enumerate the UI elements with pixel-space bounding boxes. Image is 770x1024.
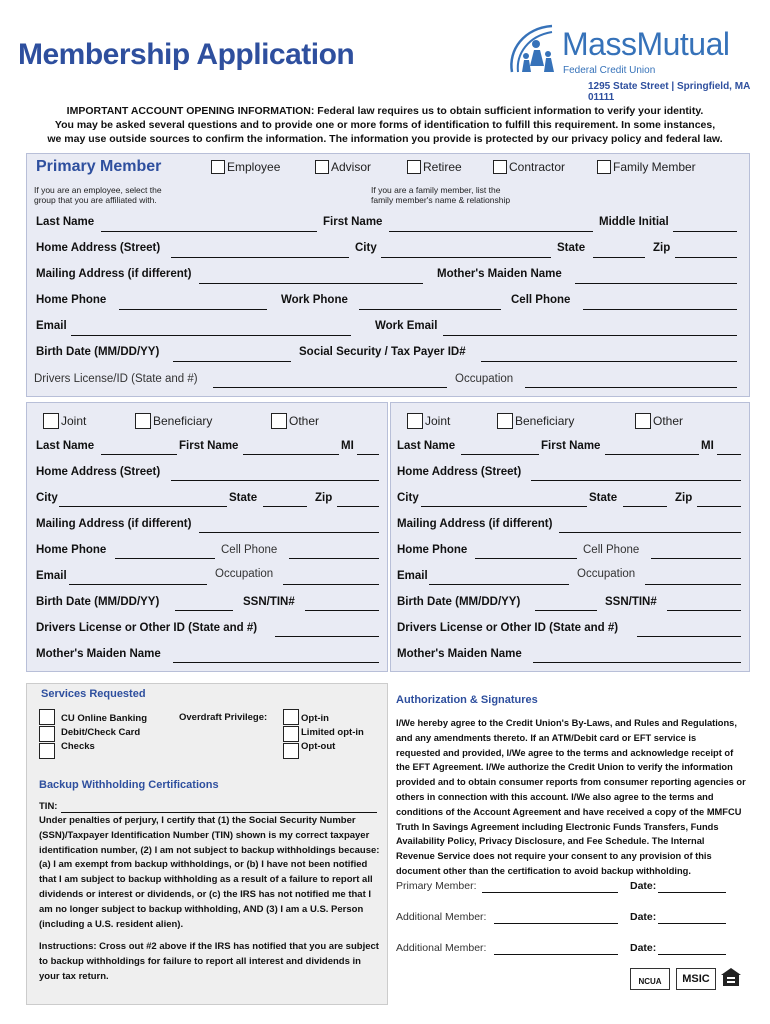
- checkbox[interactable]: [597, 160, 611, 174]
- ssn-field[interactable]: [305, 610, 379, 611]
- opt-out-checkbox[interactable]: [283, 743, 299, 759]
- checks-checkbox[interactable]: [39, 743, 55, 759]
- middle-initial-field[interactable]: [673, 231, 737, 232]
- option-joint[interactable]: Joint: [43, 413, 86, 429]
- overdraft-option: Limited opt-in: [301, 727, 364, 738]
- authorization-text: I/We hereby agree to the Credit Union's By-Laws, and Rules and Regulations, and any amendments thereto. If an ATM/Debit card or EFT service is requested and provided, I/We agree to the terms and acknowledge receipt of the EFT Agreement. I/We authorize the Credit Union to verify the information provided and to obtain consumer reports from consumer reporting agencies or others in connection with this account. I/We also agree to the terms and conditions of the Account Agreement and have received a copy of the MMFCU Truth In Savings Agreement including Electronic Funds Transfers, Funds Availability Policy, Privacy Disclosure, and Fee Schedule. The Internal Revenue Service does not require your consent to any provision of this document other than the certification to avoid backup withholding.: [396, 718, 746, 876]
- services-heading: Services Requested: [41, 688, 146, 700]
- work-phone-field[interactable]: [359, 309, 501, 310]
- msic-badge: MSIC: [676, 968, 716, 990]
- occupation-label: Occupation: [455, 373, 514, 385]
- backup-instructions: Instructions: Cross out #2 above if the IRS has notified that you are subject to backup withholdings for failure to report all interest and dividends in your tax return.: [39, 941, 379, 982]
- option-employee[interactable]: Employee: [211, 160, 280, 174]
- state-label: State: [229, 492, 258, 504]
- city-label: City: [355, 242, 377, 254]
- mi-label: MI: [701, 440, 714, 452]
- cu-online-banking-checkbox[interactable]: [39, 709, 55, 725]
- mi-field[interactable]: [357, 454, 379, 455]
- cell-phone-field[interactable]: [651, 558, 741, 559]
- notice-line: You may be asked several questions and to provide one or more forms of identification to fulfill this requirement. In some instances,: [54, 119, 716, 131]
- checkbox[interactable]: [211, 160, 225, 174]
- state-field[interactable]: [263, 506, 307, 507]
- date-field[interactable]: [658, 923, 726, 924]
- maiden-name-label: Mother's Maiden Name: [36, 648, 161, 660]
- last-name-label: Last Name: [36, 440, 95, 452]
- zip-field[interactable]: [337, 506, 379, 507]
- authorization-heading: Authorization & Signatures: [396, 694, 538, 706]
- city-label: City: [397, 492, 419, 504]
- maiden-name-field[interactable]: [173, 662, 379, 663]
- checkbox[interactable]: [407, 413, 423, 429]
- birth-date-label: Birth Date (MM/DD/YY): [397, 596, 521, 608]
- checkbox[interactable]: [493, 160, 507, 174]
- primary-member-signature-label: Primary Member:: [396, 880, 477, 892]
- home-phone-field[interactable]: [115, 558, 215, 559]
- mailing-address-field[interactable]: [199, 283, 423, 284]
- credit-union-logo-icon: [504, 20, 564, 80]
- ssn-field[interactable]: [481, 361, 737, 362]
- state-label: State: [589, 492, 618, 504]
- occupation-field[interactable]: [525, 387, 737, 388]
- home-address-label: Home Address (Street): [36, 466, 161, 478]
- birth-date-label: Birth Date (MM/DD/YY): [36, 596, 160, 608]
- first-name-field[interactable]: [605, 454, 699, 455]
- state-label: State: [557, 242, 586, 254]
- birth-date-field[interactable]: [175, 610, 233, 611]
- first-name-field[interactable]: [243, 454, 339, 455]
- additional-member-signature-label: Additional Member:: [396, 911, 487, 923]
- backup-withholding-heading: Backup Withholding Certifications: [39, 779, 219, 791]
- additional-member-signature-field[interactable]: [494, 923, 618, 924]
- option-contractor[interactable]: Contractor: [493, 160, 565, 174]
- cell-phone-label: Cell Phone: [583, 544, 640, 556]
- mailing-address-label: Mailing Address (if different): [36, 268, 192, 280]
- zip-field[interactable]: [675, 257, 737, 258]
- birth-date-field[interactable]: [173, 361, 291, 362]
- mailing-address-field[interactable]: [559, 532, 741, 533]
- logo-subtitle: Federal Credit Union: [563, 65, 656, 76]
- ssn-label: SSN/TIN#: [243, 596, 295, 608]
- last-name-field[interactable]: [101, 454, 177, 455]
- drivers-license-label: Drivers License/ID (State and #): [34, 373, 198, 385]
- ssn-label: SSN/TIN#: [605, 596, 657, 608]
- checkbox[interactable]: [43, 413, 59, 429]
- work-email-label: Work Email: [375, 320, 438, 332]
- primary-member-section: [26, 153, 750, 397]
- date-label: Date:: [630, 880, 657, 892]
- mi-label: MI: [341, 440, 354, 452]
- overdraft-option: Opt-out: [301, 741, 336, 752]
- drivers-license-label: Drivers License or Other ID (State and #): [397, 622, 619, 634]
- zip-label: Zip: [653, 242, 671, 254]
- cell-phone-field[interactable]: [289, 558, 379, 559]
- last-name-label: Last Name: [397, 440, 456, 452]
- employee-hint: If you are an employee, select the group that you are affiliated with.: [34, 185, 162, 205]
- date-field[interactable]: [658, 954, 726, 955]
- cell-phone-label: Cell Phone: [221, 544, 278, 556]
- home-phone-field[interactable]: [119, 309, 267, 310]
- primary-member-signature-field[interactable]: [482, 892, 618, 893]
- email-field[interactable]: [71, 335, 351, 336]
- family-hint: If you are a family member, list the family member's name & relationship: [371, 185, 511, 205]
- overdraft-option: Opt-in: [301, 713, 329, 724]
- checkbox[interactable]: [271, 413, 287, 429]
- overdraft-options: [301, 712, 364, 754]
- home-phone-label: Home Phone: [397, 544, 468, 556]
- option-joint[interactable]: Joint: [407, 413, 450, 429]
- notice-line: IMPORTANT ACCOUNT OPENING INFORMATION: Federal law requires us to obtain sufficient information to verify your identity.: [66, 105, 704, 117]
- overdraft-label: Overdraft Privilege:: [179, 712, 268, 723]
- maiden-name-label: Mother's Maiden Name: [397, 648, 522, 660]
- cell-phone-field[interactable]: [583, 309, 737, 310]
- services-list: [61, 712, 147, 754]
- limited-opt-in-checkbox[interactable]: [283, 726, 299, 742]
- primary-member-heading: Primary Member: [36, 158, 162, 175]
- page-title: Membership Application: [18, 38, 355, 71]
- city-field[interactable]: [381, 257, 551, 258]
- home-phone-label: Home Phone: [36, 544, 107, 556]
- drivers-license-label: Drivers License or Other ID (State and #): [36, 622, 258, 634]
- services-checkboxes: [39, 709, 55, 759]
- email-label: Email: [36, 320, 67, 332]
- logo-name: MassMutual: [562, 26, 730, 62]
- joint-member-left-section: [26, 402, 388, 672]
- equal-housing-lender-icon: [720, 966, 742, 988]
- service-item: Checks: [61, 741, 95, 752]
- credit-union-address: 1295 State Street | Springfield, MA 01111: [588, 81, 750, 103]
- tin-label: TIN:: [39, 801, 58, 812]
- mailing-address-field[interactable]: [199, 532, 379, 533]
- cell-phone-label: Cell Phone: [511, 294, 571, 306]
- service-item: Debit/Check Card: [61, 727, 141, 738]
- mi-field[interactable]: [717, 454, 741, 455]
- maiden-name-field[interactable]: [533, 662, 741, 663]
- zip-label: Zip: [315, 492, 333, 504]
- email-field[interactable]: [429, 584, 569, 585]
- mailing-address-label: Mailing Address (if different): [397, 518, 553, 530]
- state-field[interactable]: [623, 506, 667, 507]
- checkbox[interactable]: [135, 413, 151, 429]
- first-name-label: First Name: [323, 216, 383, 228]
- first-name-label: First Name: [541, 440, 601, 452]
- option-beneficiary[interactable]: Beneficiary: [497, 413, 574, 429]
- mailing-address-label: Mailing Address (if different): [36, 518, 192, 530]
- city-label: City: [36, 492, 58, 504]
- home-phone-field[interactable]: [475, 558, 577, 559]
- birth-date-field[interactable]: [535, 610, 597, 611]
- additional-member-signature-field[interactable]: [494, 954, 618, 955]
- email-label: Email: [36, 570, 67, 582]
- last-name-field[interactable]: [461, 454, 539, 455]
- option-other[interactable]: Other: [271, 413, 319, 429]
- date-label: Date:: [630, 911, 657, 923]
- zip-field[interactable]: [697, 506, 741, 507]
- home-address-field[interactable]: [171, 257, 349, 258]
- checkbox[interactable]: [635, 413, 651, 429]
- birth-date-label: Birth Date (MM/DD/YY): [36, 346, 160, 358]
- checkbox[interactable]: [315, 160, 329, 174]
- work-email-field[interactable]: [443, 335, 737, 336]
- date-field[interactable]: [658, 892, 726, 893]
- drivers-license-field[interactable]: [637, 636, 741, 637]
- account-opening-notice: [20, 104, 750, 146]
- zip-label: Zip: [675, 492, 693, 504]
- home-address-field[interactable]: [531, 480, 741, 481]
- opt-in-checkbox[interactable]: [283, 709, 299, 725]
- option-beneficiary[interactable]: Beneficiary: [135, 413, 212, 429]
- service-item: CU Online Banking: [61, 713, 148, 724]
- services-and-backup-section: [26, 683, 388, 1005]
- option-other[interactable]: Other: [635, 413, 683, 429]
- notice-line: we may use outside sources to confirm the information. The information you provide is protected by our privacy policy and federal law.: [47, 133, 723, 145]
- checkbox[interactable]: [497, 413, 513, 429]
- city-field[interactable]: [421, 506, 587, 507]
- email-label: Email: [397, 570, 428, 582]
- first-name-field[interactable]: [389, 231, 593, 232]
- tin-field[interactable]: [61, 812, 377, 813]
- city-field[interactable]: [59, 506, 227, 507]
- ncua-badge: NCUA: [630, 968, 670, 990]
- option-advisor[interactable]: Advisor: [315, 160, 371, 174]
- option-family-member[interactable]: Family Member: [597, 160, 696, 174]
- occupation-label: Occupation: [215, 568, 274, 580]
- first-name-label: First Name: [179, 440, 239, 452]
- last-name-label: Last Name: [36, 216, 95, 228]
- home-address-label: Home Address (Street): [397, 466, 522, 478]
- middle-initial-label: Middle Initial: [599, 216, 669, 228]
- occupation-label: Occupation: [577, 568, 636, 580]
- occupation-field[interactable]: [283, 584, 379, 585]
- backup-certification-text: Under penalties of perjury, I certify that (1) the Social Security Number (SSN)/Taxpayer Identification Number (TIN) shown is my correct taxpayer identification number, (2) I am not subject to backup withholdings because: (a) I am exempt from backup withholdings, or (b) I have not been notified that I am subject to backup withholding as a result of a failure to report all dividends or interest or dividends, or (c) the IRS has not notified me that I am no longer subject to backup withholding, AND (3) I am a U.S. Person (including a U.S. resident alien).: [39, 815, 380, 930]
- date-label: Date:: [630, 942, 657, 954]
- last-name-field[interactable]: [101, 231, 317, 232]
- maiden-name-field[interactable]: [575, 283, 737, 284]
- debit-card-checkbox[interactable]: [39, 726, 55, 742]
- home-address-label: Home Address (Street): [36, 242, 161, 254]
- occupation-field[interactable]: [645, 584, 741, 585]
- home-phone-label: Home Phone: [36, 294, 107, 306]
- ssn-label: Social Security / Tax Payer ID#: [299, 346, 466, 358]
- checkbox[interactable]: [407, 160, 421, 174]
- overdraft-checkboxes: [283, 709, 299, 759]
- state-field[interactable]: [593, 257, 645, 258]
- drivers-license-field[interactable]: [275, 636, 379, 637]
- home-address-field[interactable]: [171, 480, 379, 481]
- drivers-license-field[interactable]: [213, 387, 447, 388]
- additional-member-signature-label: Additional Member:: [396, 942, 487, 954]
- email-field[interactable]: [69, 584, 207, 585]
- option-retiree[interactable]: Retiree: [407, 160, 462, 174]
- maiden-name-label: Mother's Maiden Name: [437, 268, 562, 280]
- joint-member-right-section: [390, 402, 750, 672]
- ssn-field[interactable]: [667, 610, 741, 611]
- work-phone-label: Work Phone: [281, 294, 348, 306]
